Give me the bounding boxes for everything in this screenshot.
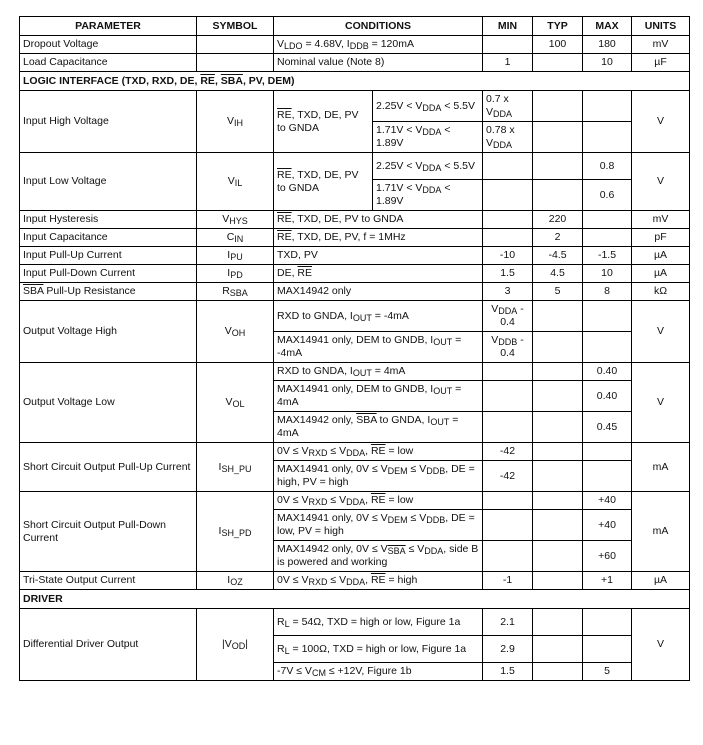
max xyxy=(583,443,632,461)
symbol: $V_{IH}$ xyxy=(197,91,274,153)
typ xyxy=(533,510,583,541)
max xyxy=(583,461,632,492)
conditions: $R_L = 54\Omega$, TXD = high or low, Figure 1a xyxy=(274,609,483,636)
conditions: $-7V \le V_{CM} \le +12V$, Figure 1b xyxy=(274,663,483,681)
conditions: $0V \le V_{RXD} \le V_{DDA}$, $\overline{RE}$ = low xyxy=(274,492,483,510)
units: pF xyxy=(632,229,690,247)
subcondition: $2.25V < V_{DDA} < 5.5V$ xyxy=(373,153,483,180)
typ: 4.5 xyxy=(533,265,583,283)
typ: 220 xyxy=(533,211,583,229)
typ xyxy=(533,381,583,412)
row-output-voltage-low xyxy=(20,363,690,381)
typ: 5 xyxy=(533,283,583,301)
conditions: DE, $\overline{RE}$ xyxy=(274,265,483,283)
typ xyxy=(533,363,583,381)
param: Input Hysteresis xyxy=(20,211,197,229)
param: Output Voltage Low xyxy=(20,363,197,443)
typ xyxy=(533,492,583,510)
typ xyxy=(533,180,583,211)
row-input-low-voltage xyxy=(20,153,690,180)
symbol xyxy=(197,36,274,54)
units: V xyxy=(632,153,690,211)
row-short-circuit-pull-up xyxy=(20,443,690,461)
conditions: Nominal value (Note 8) xyxy=(274,54,483,72)
min: 0.7 x $V_{DDA}$ xyxy=(483,91,533,122)
units: mV xyxy=(632,211,690,229)
param: Output Voltage High xyxy=(20,301,197,363)
units: V xyxy=(632,91,690,153)
min: 2.9 xyxy=(483,636,533,663)
param: Differential Driver Output xyxy=(20,609,197,681)
max: +60 xyxy=(583,541,632,572)
subcondition: $2.25V < V_{DDA} < 5.5V$ xyxy=(373,91,483,122)
typ xyxy=(533,461,583,492)
row-sba-pull-up-resistance xyxy=(20,283,690,301)
symbol: $R_{SBA}$ xyxy=(197,283,274,301)
conditions: MAX14942 only, $\overline{SBA}$ to GNDA, $I_{OUT} = 4mA$ xyxy=(274,412,483,443)
typ xyxy=(533,663,583,681)
section-title: DRIVER xyxy=(20,590,690,609)
min xyxy=(483,510,533,541)
conditions-pins: $\overline{RE}$, TXD, DE, PV to GNDA xyxy=(274,153,373,211)
symbol: $|V_{OD}|$ xyxy=(197,609,274,681)
max: 0.45 xyxy=(583,412,632,443)
row-input-capacitance xyxy=(20,229,690,247)
subcondition: $1.71V < V_{DDA} < 1.89V$ xyxy=(373,122,483,153)
symbol: $V_{HYS}$ xyxy=(197,211,274,229)
conditions: TXD, PV xyxy=(274,247,483,265)
header-min: MIN xyxy=(483,17,533,36)
typ xyxy=(533,122,583,153)
header-units: UNITS xyxy=(632,17,690,36)
header-conditions: CONDITIONS xyxy=(274,17,483,36)
min: -42 xyxy=(483,443,533,461)
max: +40 xyxy=(583,510,632,541)
units: mA xyxy=(632,492,690,572)
conditions: MAX14941 only, $0V \le V_{DEM} \le V_{DDB}$, DE = low, PV = high xyxy=(274,510,483,541)
min: 1.5 xyxy=(483,663,533,681)
param: Input Capacitance xyxy=(20,229,197,247)
symbol: $C_{IN}$ xyxy=(197,229,274,247)
units: µA xyxy=(632,572,690,590)
units: V xyxy=(632,301,690,363)
typ xyxy=(533,91,583,122)
symbol: $I_{OZ}$ xyxy=(197,572,274,590)
param: Tri-State Output Current xyxy=(20,572,197,590)
max: 180 xyxy=(583,36,632,54)
min: 0.78 x $V_{DDA}$ xyxy=(483,122,533,153)
min xyxy=(483,412,533,443)
param: Short Circuit Output Pull-Up Current xyxy=(20,443,197,492)
min: 1.5 xyxy=(483,265,533,283)
symbol: $V_{IL}$ xyxy=(197,153,274,211)
param: Dropout Voltage xyxy=(20,36,197,54)
min xyxy=(483,363,533,381)
header-typ: TYP xyxy=(533,17,583,36)
max xyxy=(583,332,632,363)
min xyxy=(483,36,533,54)
units: µF xyxy=(632,54,690,72)
conditions-pins: $\overline{RE}$, TXD, DE, PV to GNDA xyxy=(274,91,373,153)
max: 8 xyxy=(583,283,632,301)
min xyxy=(483,381,533,412)
row-dropout-voltage xyxy=(20,36,690,54)
subcondition: $1.71V < V_{DDA} < 1.89V$ xyxy=(373,180,483,211)
typ xyxy=(533,332,583,363)
symbol: $V_{OL}$ xyxy=(197,363,274,443)
typ xyxy=(533,636,583,663)
conditions: $V_{LDO} = 4.68V$, $I_{DDB} = 120mA$ xyxy=(274,36,483,54)
section-title: LOGIC INTERFACE (TXD, RXD, DE, $\overline{RE}$, $\overline{SBA}$, PV, DEM) xyxy=(20,72,690,91)
units: µA xyxy=(632,247,690,265)
min: 1 xyxy=(483,54,533,72)
min xyxy=(483,180,533,211)
row-output-voltage-high xyxy=(20,301,690,332)
min xyxy=(483,492,533,510)
row-input-pull-down-current xyxy=(20,265,690,283)
header-row xyxy=(20,17,690,36)
param: Input Pull-Down Current xyxy=(20,265,197,283)
conditions: MAX14941 only, $0V \le V_{DEM} \le V_{DDB}$, DE = high, PV = high xyxy=(274,461,483,492)
min xyxy=(483,541,533,572)
max xyxy=(583,636,632,663)
row-short-circuit-pull-down xyxy=(20,492,690,510)
row-differential-driver-output xyxy=(20,609,690,636)
min: -42 xyxy=(483,461,533,492)
typ xyxy=(533,301,583,332)
row-input-high-voltage xyxy=(20,91,690,122)
min: 3 xyxy=(483,283,533,301)
units: kΩ xyxy=(632,283,690,301)
max xyxy=(583,211,632,229)
param: Input Pull-Up Current xyxy=(20,247,197,265)
units: V xyxy=(632,363,690,443)
min xyxy=(483,153,533,180)
row-load-capacitance xyxy=(20,54,690,72)
param: Short Circuit Output Pull-Down Current xyxy=(20,492,197,572)
max: 0.40 xyxy=(583,363,632,381)
max: 10 xyxy=(583,265,632,283)
section-logic-interface xyxy=(20,72,690,91)
units: µA xyxy=(632,265,690,283)
max xyxy=(583,609,632,636)
param: Load Capacitance xyxy=(20,54,197,72)
row-tri-state-output-current xyxy=(20,572,690,590)
param: Input Low Voltage xyxy=(20,153,197,211)
max: 0.6 xyxy=(583,180,632,211)
max: 0.8 xyxy=(583,153,632,180)
row-input-pull-up-current xyxy=(20,247,690,265)
symbol: $I_{PU}$ xyxy=(197,247,274,265)
max: +1 xyxy=(583,572,632,590)
param: Input High Voltage xyxy=(20,91,197,153)
max: 5 xyxy=(583,663,632,681)
units: mV xyxy=(632,36,690,54)
max xyxy=(583,91,632,122)
conditions: $R_L = 100\Omega$, TXD = high or low, Figure 1a xyxy=(274,636,483,663)
symbol: $V_{OH}$ xyxy=(197,301,274,363)
conditions: MAX14941 only, DEM to GNDB, $I_{OUT} = -4mA$ xyxy=(274,332,483,363)
min: -10 xyxy=(483,247,533,265)
min xyxy=(483,211,533,229)
conditions: $0V \le V_{RXD} \le V_{DDA}$, $\overline{RE}$ = low xyxy=(274,443,483,461)
max: +40 xyxy=(583,492,632,510)
electrical-characteristics-table xyxy=(19,16,690,681)
symbol: $I_{SH\_PD}$ xyxy=(197,492,274,572)
typ: 2 xyxy=(533,229,583,247)
typ: 100 xyxy=(533,36,583,54)
typ xyxy=(533,572,583,590)
units: V xyxy=(632,609,690,681)
min: 2.1 xyxy=(483,609,533,636)
max: 10 xyxy=(583,54,632,72)
max: -1.5 xyxy=(583,247,632,265)
header-parameter: PARAMETER xyxy=(20,17,197,36)
min: $V_{DDB} - 0.4$ xyxy=(483,332,533,363)
row-input-hysteresis xyxy=(20,211,690,229)
conditions: MAX14942 only, $0V \le V_{\overline{SBA}} \le V_{DDA}$, side B is powered and working xyxy=(274,541,483,572)
max: 0.40 xyxy=(583,381,632,412)
typ: -4.5 xyxy=(533,247,583,265)
conditions: RXD to GNDA, $I_{OUT} = 4mA$ xyxy=(274,363,483,381)
conditions: $\overline{RE}$, TXD, DE, PV, f = 1MHz xyxy=(274,229,483,247)
max xyxy=(583,301,632,332)
min: -1 xyxy=(483,572,533,590)
param: $\overline{SBA}$ Pull-Up Resistance xyxy=(20,283,197,301)
conditions: $0V \le V_{RXD} \le V_{DDA}$, $\overline{RE}$ = high xyxy=(274,572,483,590)
min xyxy=(483,229,533,247)
typ xyxy=(533,153,583,180)
symbol: $I_{SH\_PU}$ xyxy=(197,443,274,492)
conditions: MAX14941 only, DEM to GNDB, $I_{OUT} = 4mA$ xyxy=(274,381,483,412)
typ xyxy=(533,412,583,443)
max xyxy=(583,229,632,247)
symbol xyxy=(197,54,274,72)
conditions: $\overline{RE}$, TXD, DE, PV to GNDA xyxy=(274,211,483,229)
symbol: $I_{PD}$ xyxy=(197,265,274,283)
typ xyxy=(533,609,583,636)
section-driver xyxy=(20,590,690,609)
conditions: RXD to GNDA, $I_{OUT} = -4mA$ xyxy=(274,301,483,332)
header-max: MAX xyxy=(583,17,632,36)
min: $V_{DDA} - 0.4$ xyxy=(483,301,533,332)
units: mA xyxy=(632,443,690,492)
max xyxy=(583,122,632,153)
typ xyxy=(533,541,583,572)
typ xyxy=(533,54,583,72)
conditions: MAX14942 only xyxy=(274,283,483,301)
header-symbol: SYMBOL xyxy=(197,17,274,36)
typ xyxy=(533,443,583,461)
